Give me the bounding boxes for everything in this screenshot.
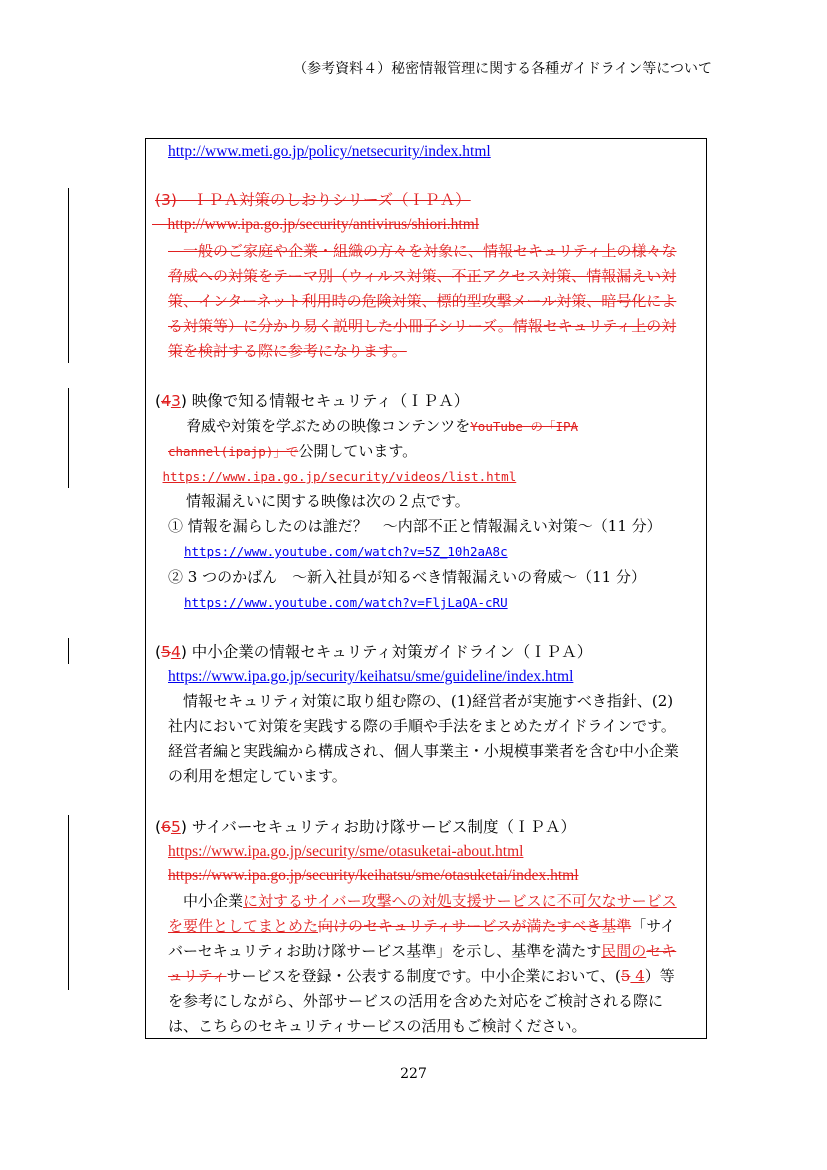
- section-6-body: を参考にしながら、外部サービスの活用を含めた対応をご検討される際に: [168, 992, 664, 1010]
- section-4-title: (43) 映像で知る情報セキュリティ（ＩＰＡ）: [155, 392, 470, 410]
- section-3-body: 策、インターネット利用時の危険対策、標的型攻撃メール対策、暗号化によ: [168, 292, 677, 310]
- section-5-link[interactable]: https://www.ipa.go.jp/security/keihatsu/sme/guideline/index.html: [168, 668, 574, 685]
- section-4-videos-link[interactable]: https://www.ipa.go.jp/security/videos/list.html: [162, 469, 517, 484]
- section-5-body: の利用を想定しています。: [168, 767, 347, 785]
- section-6-body: を要件としてまとめた向けのセキュリティサービスが満たすべき基準「サイ: [168, 917, 676, 935]
- meti-link[interactable]: http://www.meti.go.jp/policy/netsecurity/index.html: [168, 143, 491, 160]
- change-bar: [68, 388, 69, 488]
- section-6-body: バーセキュリティお助け隊サービス基準」を示し、基準を満たす民間のセキ: [168, 942, 677, 960]
- section-6-link-old[interactable]: https://www.ipa.go.jp/security/keihatsu/sme/otasuketai/index.html: [168, 867, 579, 884]
- section-6-body: 中小企業に対するサイバー攻撃への対処支援サービスに不可欠なサービス: [168, 892, 677, 910]
- section-5-body: 社内において対策を実践する際の手順や手法をまとめたガイドラインです。: [168, 717, 676, 735]
- section-3-body: 一般のご家庭や企業・組織の方々を対象に、情報セキュリティ上の様々な: [168, 242, 677, 260]
- page-number: 227: [400, 1066, 427, 1082]
- page-header: （参考資料４）秘密情報管理に関する各種ガイドライン等について: [293, 61, 712, 77]
- section-5-body: 情報セキュリティ対策に取り組む際の、(1)経営者が実施すべき指針、(2): [168, 692, 674, 710]
- section-3-link[interactable]: http://www.ipa.go.jp/security/antivirus/shiori.html: [167, 216, 480, 233]
- video-item-2-link[interactable]: https://www.youtube.com/watch?v=FljLaQA-cRU: [184, 595, 508, 610]
- section-4-text: 情報漏えいに関する映像は次の２点です。: [186, 492, 470, 510]
- video-item-1: ① 情報を漏らしたのは誰だ？ ～内部不正と情報漏えい対策～（11 分）: [168, 517, 662, 535]
- section-6-body: ュリティサービスを登録・公表する制度です。中小企業において、(5 4）等: [168, 967, 675, 985]
- section-3-title: (3) ＩＰＡ対策のしおりシリーズ（ＩＰＡ）: [155, 191, 471, 209]
- video-item-2: ② 3 つのかばん ～新入社員が知るべき情報漏えいの脅威～（11 分）: [168, 568, 646, 586]
- section-4-text: channel(ipajp)」で公開しています。: [168, 442, 418, 460]
- section-3-body: 脅威への対策をテーマ別（ウィルス対策、不正アクセス対策、情報漏えい対: [168, 267, 677, 285]
- section-6-body: は、こちらのセキュリティサービスの活用もご検討ください。: [168, 1017, 587, 1035]
- section-4-text: 脅威や対策を学ぶための映像コンテンツをYouTube の「IPA: [186, 417, 579, 435]
- section-3-body: 策を検討する際に参考になります。: [168, 342, 407, 360]
- section-3-body: る対策等）に分かり易く説明した小冊子シリーズ。情報セキュリティ上の対: [168, 317, 677, 335]
- change-bar: [68, 815, 69, 990]
- section-6-title: (65) サイバーセキュリティお助け隊サービス制度（ＩＰＡ）: [155, 818, 577, 836]
- section-6-link-new[interactable]: https://www.ipa.go.jp/security/sme/otasuketai-about.html: [168, 843, 524, 860]
- change-bar: [68, 188, 69, 363]
- change-bar: [68, 638, 69, 664]
- section-5-title: (54) 中小企業の情報セキュリティ対策ガイドライン（ＩＰＡ）: [155, 643, 593, 661]
- section-5-body: 経営者編と実践編から構成され、個人事業主・小規模事業者を含む中小企業: [168, 742, 679, 760]
- video-item-1-link[interactable]: https://www.youtube.com/watch?v=5Z_10h2aA8c: [184, 544, 508, 559]
